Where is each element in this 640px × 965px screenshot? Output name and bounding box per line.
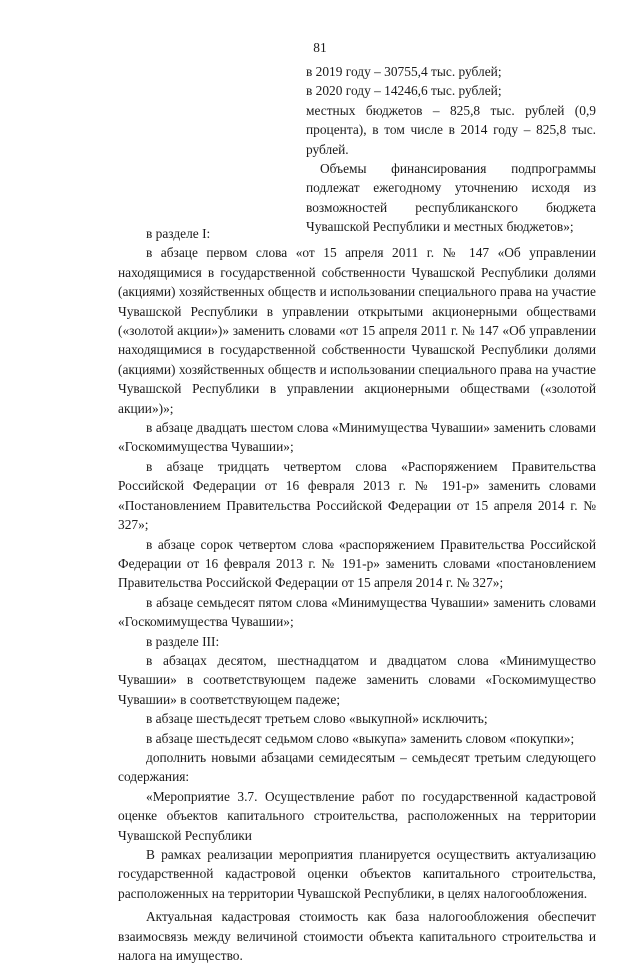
paragraph: в абзаце двадцать шестом слова «Минимущества Чувашии» заменить словами «Госкомимущества Чувашии»;: [118, 420, 596, 455]
paragraph: в абзацах десятом, шестнадцатом и двадцатом слова «Минимущество Чувашии» в соответствующем падеже заменить словами «Госкомимущество Чувашии» в соответствующем падеже;: [118, 652, 596, 707]
paragraph: в абзаце семьдесят пятом слова «Минимущества Чувашии» заменить словами «Госкомимущества Чувашии»;: [118, 594, 596, 630]
funding-line-2019: в 2019 году – 30755,4 тыс. рублей;: [306, 64, 502, 79]
paragraph: В рамках реализации мероприятия планируется осуществить актуализацию государственной кадастровой оценки объектов капитального строительства, расположенных на территории Чувашской Республики, в целях налогообложения.: [118, 847, 596, 901]
document-body: [118, 224, 596, 965]
funding-block: [306, 62, 596, 237]
paragraph: в разделе I:: [146, 226, 211, 241]
funding-line-note: Объемы финансирования подпрограммы подлежат ежегодному уточнению исходя из возможностей республиканского бюджета Чувашской Республики и местных бюджетов»;: [306, 161, 596, 235]
paragraph: в разделе III:: [146, 633, 220, 649]
funding-line-local-budgets: местных бюджетов – 825,8 тыс. рублей (0,9 процента), в том числе в 2014 году – 825,8 тыс. рублей.: [306, 102, 596, 157]
page-number: 81: [313, 40, 327, 55]
paragraph: дополнить новыми абзацами семидесятым – семьдесят третьим следующего содержания:: [118, 749, 596, 785]
paragraph: Актуальная кадастровая стоимость как база налогообложения обеспечит взаимосвязь между величиной стоимости объекта капитального строительства и налога на имущество.: [118, 909, 596, 964]
paragraph: в абзаце шестьдесят третьем слово «выкупной» исключить;: [146, 711, 488, 727]
funding-line-2020: в 2020 году – 14246,6 тыс. рублей;: [306, 83, 502, 99]
paragraph: в абзаце сорок четвертом слова «распоряжением Правительства Российской Федерации от 16 февраля 2013 г. № 191-р» заменить словами «постановлением Правительства Российской Федерации от 15 апреля 2014 г. № 327»;: [118, 536, 596, 591]
paragraph: в абзаце первом слова «от 15 апреля 2011 г. № 147 «Об управлении находящимися в государственной собственности Чувашской Республики долями (акциями) хозяйственных обществ и использовании специального права на участие Чувашской Республики в управлении открытыми акционерными обществами («золотой акции»)» заменить словами «от 15 апреля 2011 г. № 147 «Об управлении находящимися в государственной собственности Чувашской Республики долями (акциями) хозяйственных обществ и использовании специального права на участие Чувашской Республики в управлении акционерными обществами («золотой акции»)»;: [118, 245, 596, 416]
paragraph: «Мероприятие 3.7. Осуществление работ по государственной кадастровой оценке объектов капитального строительства, расположенных на территории Чувашской Республики: [118, 788, 596, 843]
paragraph: в абзаце тридцать четвертом слова «Распоряжением Правительства Российской Федерации от 16 февраля 2013 г. № 191-р» заменить словами «Постановлением Правительства Российской Федерации от 15 апреля 2014 г. № 327»;: [118, 458, 596, 533]
paragraph: в абзаце шестьдесят седьмом слово «выкупа» заменить словом «покупки»;: [146, 730, 575, 746]
